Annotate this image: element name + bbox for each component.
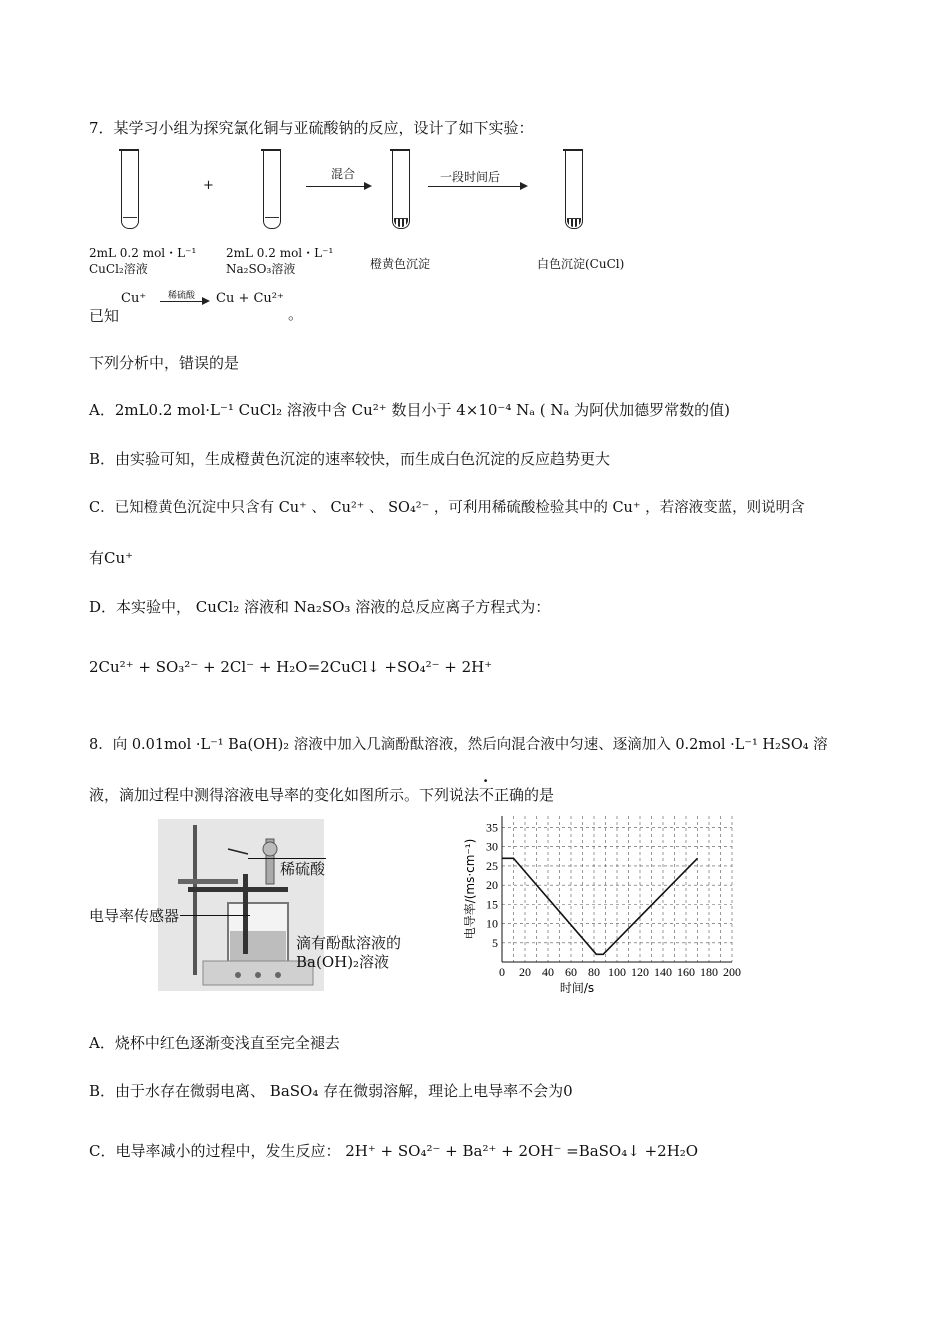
x-tick-label: 140 bbox=[654, 965, 672, 979]
known-eq-arrow bbox=[160, 301, 208, 302]
tube-na2so3 bbox=[263, 150, 281, 229]
q8-stem-line2a: 液，滴加过程中测得溶液电导率的变化如图所示。下列说法 bbox=[89, 786, 480, 804]
x-tick-label: 120 bbox=[631, 965, 649, 979]
sensor-pointer-line bbox=[180, 915, 250, 916]
known-end: 。 bbox=[288, 305, 304, 323]
x-tick-label: 100 bbox=[608, 965, 626, 979]
arrow2-label: 一段时间后 bbox=[440, 170, 501, 184]
q7-option-b[interactable]: B．由实验可知，生成橙黄色沉淀的速率较快，而生成白色沉淀的反应趋势更大 bbox=[89, 450, 611, 468]
tube2-label-line1: 2mL 0.2 mol・L⁻¹ bbox=[226, 246, 334, 260]
y-tick-label: 15 bbox=[486, 897, 498, 912]
q8-stem-line2b: 的是 bbox=[524, 786, 555, 804]
known-eq-over: 稀硫酸 bbox=[168, 291, 196, 301]
y-tick-label: 20 bbox=[486, 878, 498, 893]
q7-option-c-line2: 有Cu⁺ bbox=[89, 549, 134, 567]
plus-sign: + bbox=[203, 178, 214, 193]
tube1-label-line1: 2mL 0.2 mol・L⁻¹ bbox=[89, 246, 197, 260]
q8-option-c[interactable]: C．电导率减小的过程中，发生反应： 2H⁺ + SO₄²⁻ + Ba²⁺ + 2OH⁻ =BaSO₄↓ +2H₂O bbox=[89, 1142, 699, 1160]
arrow1-label: 混合 bbox=[331, 167, 356, 181]
y-tick-label: 30 bbox=[486, 839, 498, 854]
x-tick-label: 80 bbox=[588, 965, 600, 979]
label-sensor: 电导率传感器 bbox=[89, 907, 180, 925]
known-prefix: 已知 bbox=[89, 307, 120, 325]
x-tick-label: 200 bbox=[723, 965, 741, 979]
y-tick-label: 25 bbox=[486, 858, 498, 873]
y-tick-label: 10 bbox=[486, 916, 498, 931]
tube1-label-line2: CuCl₂溶液 bbox=[89, 262, 148, 276]
tube-cucl2 bbox=[121, 150, 139, 229]
x-tick-label: 40 bbox=[542, 965, 554, 979]
x-tick-label: 180 bbox=[700, 965, 718, 979]
q7-prompt: 下列分析中，错误的是 bbox=[89, 354, 240, 372]
label-acid: 稀硫酸 bbox=[280, 860, 326, 878]
x-axis-label: 时间/s bbox=[559, 981, 595, 995]
x-tick-label: 160 bbox=[677, 965, 695, 979]
x-tick-label: 60 bbox=[565, 965, 577, 979]
q7-option-d-line1[interactable]: D．本实验中， CuCl₂ 溶液和 Na₂SO₃ 溶液的总反应离子方程式为： bbox=[89, 598, 551, 616]
q8-stem-emphasis: 不正确 bbox=[479, 786, 525, 804]
x-tick-label: 0 bbox=[499, 965, 505, 979]
known-eq-left: Cu⁺ bbox=[121, 291, 147, 306]
mix-arrow bbox=[306, 186, 370, 187]
conductivity-chart bbox=[452, 806, 752, 998]
tube3-label: 橙黄色沉淀 bbox=[370, 257, 431, 271]
q8-option-a[interactable]: A．烧杯中红色逐渐变浅直至完全褪去 bbox=[89, 1034, 340, 1052]
x-tick-label: 20 bbox=[519, 965, 531, 979]
tube-orange-precipitate bbox=[392, 150, 410, 229]
y-tick-label: 35 bbox=[486, 820, 498, 835]
q8-option-b[interactable]: B．由于水存在微弱电离、 BaSO₄ 存在微弱溶解，理论上电导率不会为0 bbox=[89, 1082, 573, 1100]
tube4-label: 白色沉淀(CuCl) bbox=[537, 257, 625, 271]
q7-option-c-line1[interactable]: C．已知橙黄色沉淀中只含有 Cu⁺ 、 Cu²⁺ 、 SO₄²⁻ ，可利用稀硫酸检验其中的 Cu⁺ ，若溶液变蓝，则说明含 bbox=[89, 500, 805, 516]
conductivity-series-line bbox=[502, 858, 698, 954]
q8-stem-line1: 8．向 0.01mol ·L⁻¹ Ba(OH)₂ 溶液中加入几滴酚酞溶液，然后向混合液中匀速、逐滴加入 0.2mol ·L⁻¹ H₂SO₄ 溶 bbox=[89, 737, 828, 753]
q8-stem-line2 bbox=[89, 784, 554, 805]
y-tick-label: 5 bbox=[492, 935, 498, 950]
label-solution-line1: 滴有酚酞溶液的 bbox=[296, 934, 402, 952]
q7-stem: 7．某学习小组为探究氯化铜与亚硫酸钠的反应，设计了如下实验： bbox=[89, 119, 534, 137]
q7-option-a[interactable]: A．2mL0.2 mol·L⁻¹ CuCl₂ 溶液中含 Cu²⁺ 数目小于 4×10⁻⁴ Nₐ ( Nₐ 为阿伏加德罗常数的值) bbox=[89, 401, 730, 419]
tube2-label-line2: Na₂SO₃溶液 bbox=[226, 262, 296, 276]
q7-option-d-equation: 2Cu²⁺ + SO₃²⁻ + 2Cl⁻ + H₂O=2CuCl↓ +SO₄²⁻ + 2H⁺ bbox=[89, 658, 493, 676]
label-solution-line2: Ba(OH)₂溶液 bbox=[296, 953, 390, 971]
tube-white-precipitate bbox=[565, 150, 583, 229]
known-eq-right: Cu + Cu²⁺ bbox=[216, 291, 284, 306]
time-arrow bbox=[428, 186, 526, 187]
y-axis-label: 电导率/(ms·cm⁻¹) bbox=[463, 838, 477, 940]
